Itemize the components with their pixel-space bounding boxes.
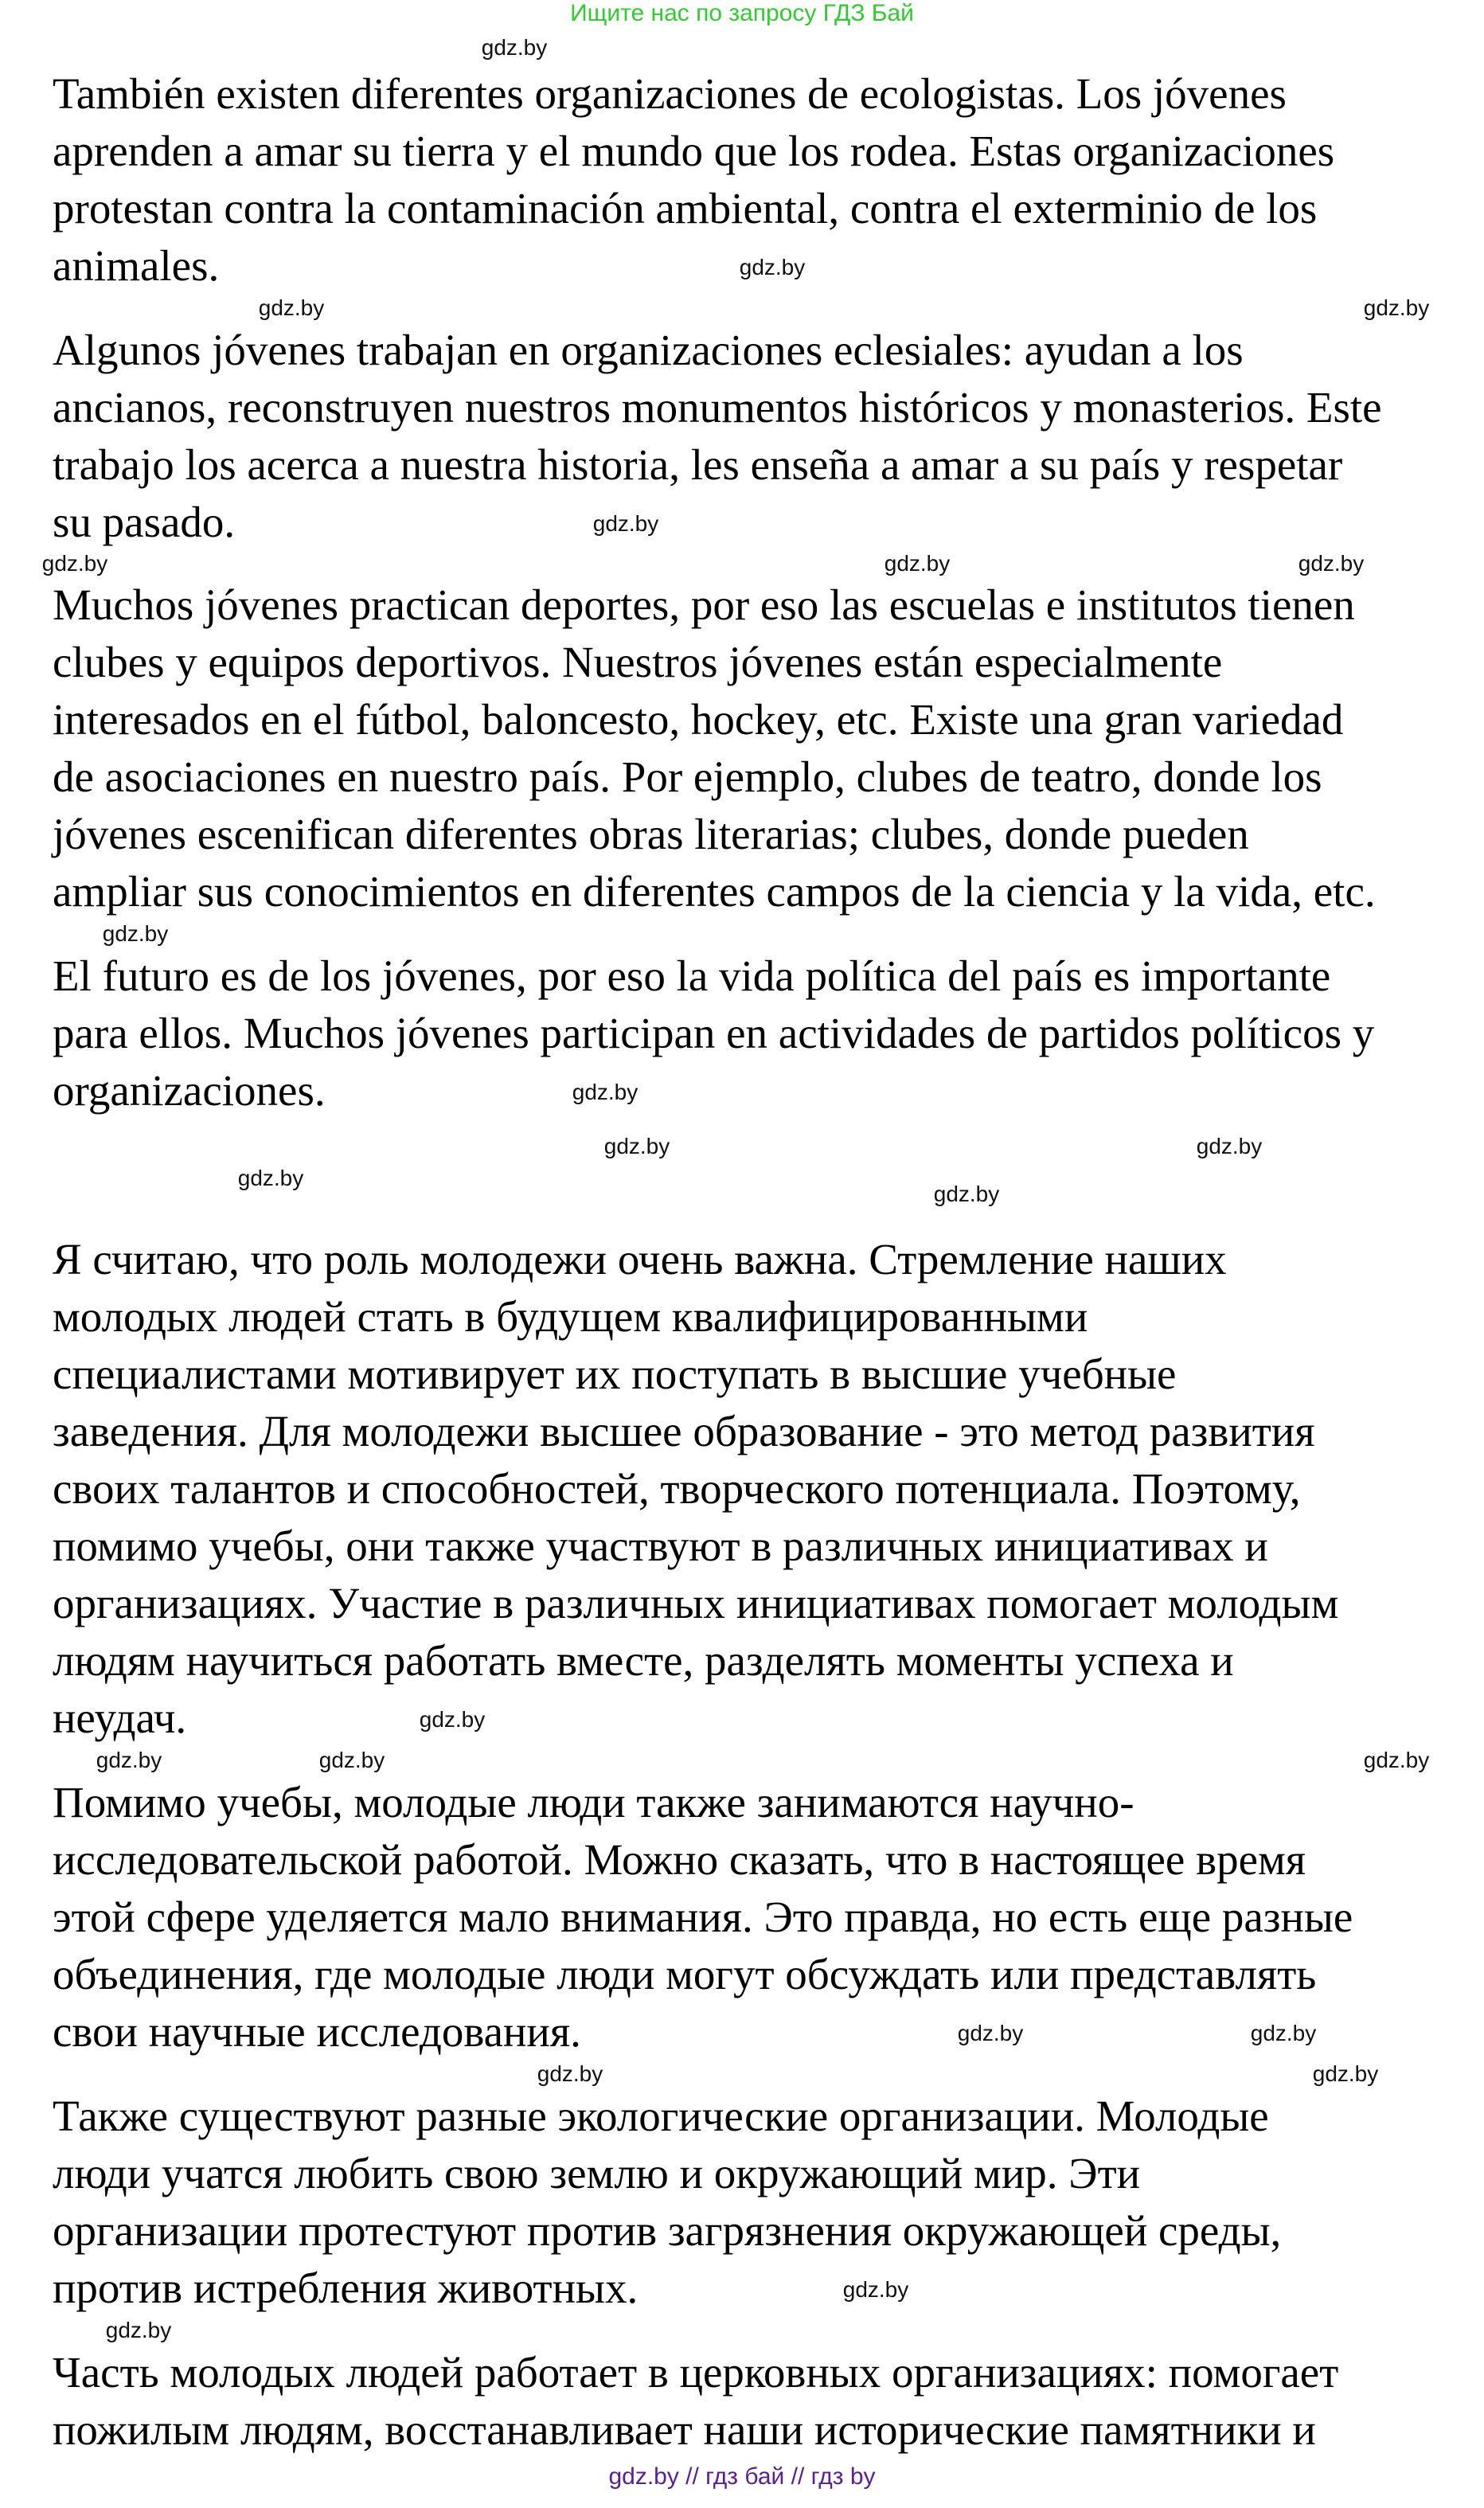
text-line: jóvenes escenifican diferentes obras literarias; clubes, donde pueden (53, 810, 1249, 858)
watermark: gdz.by (102, 921, 169, 946)
text-line: clubes y equipos deportivos. Nuestros jóvenes están especialmente (53, 638, 1223, 686)
text-line: También existen diferentes organizaciones de ecologistas. Los jóvenes (53, 69, 1287, 118)
watermark: gdz.by (842, 2277, 909, 2302)
text-line: люди учатся любить свою землю и окружающий мир. Эти (53, 2149, 1141, 2197)
text-line: para ellos. Muchos jóvenes participan en actividades de partidos políticos y (53, 1009, 1375, 1057)
text-line: своих талантов и способностей, творческого потенциала. Поэтому, (53, 1464, 1301, 1513)
watermark: gdz.by (592, 511, 659, 536)
text-line: su pasado. (53, 498, 236, 546)
text-line: организации протестуют против загрязнения окружающей среды, (53, 2206, 1282, 2255)
text-line: помимо учебы, они также участвуют в различных инициативах и (53, 1522, 1268, 1570)
text-line: людям научиться работать вместе, разделять моменты успеха и (53, 1636, 1234, 1685)
watermark: gdz.by (96, 1748, 162, 1772)
text-line: organizaciones. (53, 1066, 326, 1115)
top-banner: Ищите нас по запросу ГДЗ Бай (570, 0, 914, 26)
text-line: неудач. (53, 1693, 187, 1742)
text-line: El futuro es de los jóvenes, por eso la vida política del país es importante (53, 951, 1331, 1000)
text-line: организациях. Участие в различных инициативах помогает молодым (53, 1579, 1339, 1627)
text-line: Часть молодых людей работает в церковных организациях: помогает (53, 2348, 1339, 2397)
watermark: gdz.by (572, 1080, 639, 1104)
text-line: свои научные исследования. (53, 2007, 581, 2056)
text-line: заведения. Для молодежи высшее образование - это метод развития (53, 1407, 1315, 1455)
watermark: gdz.by (739, 255, 806, 279)
text-line: молодых людей стать в будущем квалифицированными (53, 1292, 1088, 1341)
watermark: gdz.by (318, 1748, 385, 1772)
watermark: gdz.by (957, 2021, 1024, 2045)
watermark: gdz.by (237, 1166, 304, 1190)
text-line: Я считаю, что роль молодежи очень важна. Стремление наших (53, 1235, 1227, 1283)
text-line: Muchos jóvenes practican deportes, por eso las escuelas e institutos tienen (53, 580, 1355, 629)
text-line: Помимо учебы, молодые люди также занимаются научно- (53, 1778, 1134, 1826)
watermark: gdz.by (884, 551, 951, 576)
text-line: этой сфере уделяется мало внимания. Это правда, но есть еще разные (53, 1893, 1353, 1941)
text-line: protestan contra la contaminación ambiental, contra el exterminio de los (53, 184, 1318, 232)
text-line: пожилым людям, восстанавливает наши исторические памятники и (53, 2405, 1316, 2454)
text-line: Algunos jóvenes trabajan en organizaciones eclesiales: ayudan a los (53, 326, 1244, 374)
text-line: объединения, где молодые люди могут обсуждать или представлять (53, 1950, 1317, 1998)
text-line: interesados en el fútbol, baloncesto, hockey, etc. Existe una gran variedad (53, 695, 1344, 744)
watermark: gdz.by (1298, 551, 1365, 576)
watermark: gdz.by (481, 35, 548, 60)
watermark: gdz.by (105, 2318, 172, 2342)
watermark: gdz.by (1196, 1134, 1263, 1158)
text-line: aprenden a amar su tierra y el mundo que los rodea. Estas organizaciones (53, 127, 1335, 175)
watermark: gdz.by (41, 551, 108, 576)
text-line: ampliar sus conocimientos en diferentes campos de la ciencia y la vida, etc. (53, 867, 1376, 916)
text-line: Также существуют разные экологические организации. Молодые (53, 2092, 1269, 2140)
watermark: gdz.by (1363, 295, 1430, 320)
watermark: gdz.by (1312, 2061, 1379, 2086)
watermark: gdz.by (537, 2061, 603, 2086)
watermark: gdz.by (1363, 1748, 1430, 1772)
watermark: gdz.by (933, 1182, 1000, 1206)
watermark: gdz.by (419, 1707, 486, 1732)
text-line: de asociaciones en nuestro país. Por ejemplo, clubes de teatro, donde los (53, 752, 1322, 801)
watermark: gdz.by (258, 295, 325, 320)
text-line: animales. (53, 241, 220, 290)
text-line: специалистами мотивирует их поступать в высшие учебные (53, 1350, 1177, 1398)
text-line: ancianos, reconstruyen nuestros monumentos históricos y monasterios. Este (53, 383, 1382, 432)
bottom-banner: gdz.by // гдз бай // гдз by (608, 2463, 876, 2490)
text-line: trabajo los acerca a nuestra historia, les enseña a amar a su país y respetar (53, 440, 1343, 489)
watermark: gdz.by (1250, 2021, 1317, 2045)
watermark: gdz.by (603, 1134, 670, 1158)
text-line: против истребления животных. (53, 2264, 639, 2312)
text-line: исследовательской работой. Можно сказать, что в настоящее время (53, 1835, 1306, 1884)
